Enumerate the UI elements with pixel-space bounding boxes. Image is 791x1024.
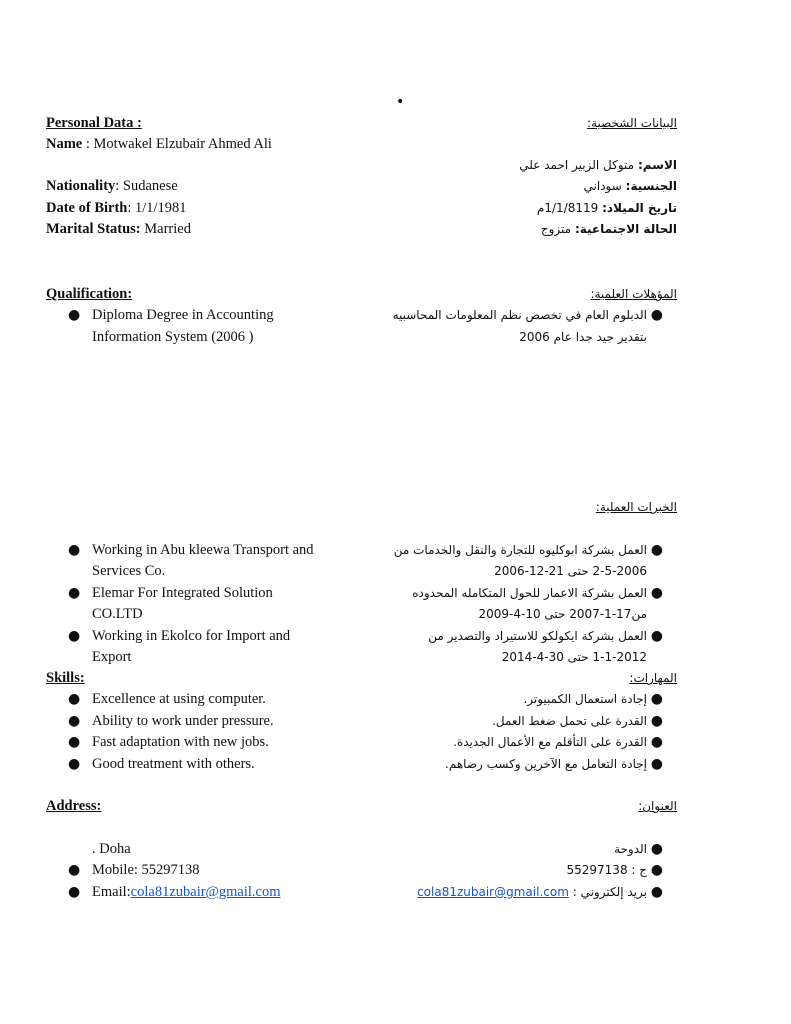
name-value-ar: متوكل الزبير احمد علي <box>519 158 635 172</box>
experience-item-line2: Export <box>92 649 132 665</box>
skill-item: Good treatment with others. <box>92 756 255 772</box>
marital-value: Married <box>140 221 191 237</box>
nationality-value-ar: سوداني <box>583 179 622 193</box>
personal-data-heading-ar: البيانات الشخصية: <box>587 116 677 130</box>
qualification-item-line2: Information System (2006 ) <box>92 329 254 345</box>
skill-item-ar: إجادة التعامل مع الآخرين وكسب رضاهم. <box>445 757 647 771</box>
experience-item-line1: Working in Ekolco for Import and <box>92 628 291 644</box>
marital-row <box>46 220 191 238</box>
skill-item-ar: إجادة استعمال الكمبيوتر. <box>523 692 647 706</box>
bullet: ● <box>650 585 663 601</box>
top-bullet: • <box>396 94 405 110</box>
bullet: ● <box>650 691 663 707</box>
bullet: ● <box>650 734 663 750</box>
skill-item: Ability to work under pressure. <box>92 713 274 729</box>
bullet: ● <box>68 628 81 644</box>
experience-item-line2: Services Co. <box>92 563 166 579</box>
address-mobile-ar: ج : 55297138 <box>566 863 647 877</box>
bullet: ● <box>650 756 663 772</box>
bullet: ● <box>68 585 81 601</box>
bullet: ● <box>68 542 81 558</box>
bullet: ● <box>68 734 81 750</box>
experience-item-ar-line1: العمل بشركة ابوكليوه للتجارة والنقل والخدمات من <box>393 543 647 557</box>
bullet: ● <box>68 884 81 900</box>
nationality-label-ar: الجنسية: <box>625 179 677 193</box>
nationality-label: Nationality <box>46 178 116 194</box>
dob-row <box>46 199 187 217</box>
marital-row-ar <box>541 220 677 238</box>
bullet: ● <box>68 713 81 729</box>
address-city-ar: الدوحة <box>614 842 647 856</box>
name-label: Name <box>46 136 83 152</box>
experience-item-line1: Elemar For Integrated Solution <box>92 585 273 601</box>
bullet: ● <box>68 862 81 878</box>
name-value: : Motwakel Elzubair Ahmed Ali <box>82 136 272 152</box>
bullet: ● <box>650 841 663 857</box>
address-city: . Doha <box>92 841 131 857</box>
name-row <box>46 135 272 153</box>
experience-heading-ar: الخبرات العملية: <box>595 500 677 514</box>
qualification-item-ar-line1: الدبلوم العام في تخصص نظم المعلومات المحاسبيه <box>392 308 647 322</box>
skill-item: Fast adaptation with new jobs. <box>92 734 269 750</box>
experience-item-ar-line1: العمل بشركة ايكولكو للاستيراد والتصدير من <box>428 629 647 643</box>
dob-label: Date of Birth <box>46 200 128 216</box>
skill-item-ar: القدرة على التأقلم مع الأعمال الجديدة. <box>453 735 647 749</box>
qualification-heading: Qualification: <box>46 286 133 302</box>
experience-item-ar-line1: العمل بشركة الاعمار للحول المتكامله المحدوده <box>412 586 647 600</box>
experience-item-ar-line2: من17-1-2007 حتى 10-4-2009 <box>478 607 647 621</box>
dob-label-ar: تاريخ الميلاد: <box>602 201 677 215</box>
dob-row-ar <box>537 199 677 217</box>
bullet: ● <box>650 884 663 900</box>
name-row-ar <box>519 156 677 174</box>
qualification-item-line1: Diploma Degree in Accounting <box>92 307 274 323</box>
bullet: ● <box>68 691 81 707</box>
nationality-row <box>46 177 178 195</box>
bullet: ● <box>68 307 81 323</box>
skills-heading: Skills: <box>46 670 85 686</box>
experience-item-line1: Working in Abu kleewa Transport and <box>92 542 314 558</box>
experience-item-ar-line2: 1-1-2012 حتى 30-4-2014 <box>501 650 647 664</box>
dob-value-ar: 1/1/8119م <box>536 201 599 215</box>
nationality-value: : Sudanese <box>115 178 178 194</box>
bullet: ● <box>650 307 663 323</box>
address-heading-ar: العنوان: <box>638 799 677 813</box>
bullet: ● <box>68 756 81 772</box>
skill-item: Excellence at using computer. <box>92 691 266 707</box>
experience-item-ar-line2: 2-5-2006 حتى 21-12-2006 <box>494 564 647 578</box>
bullet: ● <box>650 542 663 558</box>
marital-label: Marital Status: <box>46 221 141 237</box>
experience-item-line2: CO.LTD <box>92 606 143 622</box>
bullet: ● <box>650 862 663 878</box>
bullet: ● <box>650 628 663 644</box>
skill-item-ar: القدرة على تحمل ضغط العمل. <box>492 714 647 728</box>
email-label: Email: <box>92 884 131 900</box>
qualification-heading-ar: المؤهلات العلمية: <box>590 287 677 301</box>
email-link-ar[interactable]: cola81zubair@gmail.com <box>417 885 569 899</box>
address-email-row-ar <box>417 883 647 901</box>
personal-data-heading: Personal Data : <box>46 115 142 131</box>
address-mobile: Mobile: 55297138 <box>92 862 200 878</box>
dob-value: : 1/1/1981 <box>127 200 187 216</box>
qualification-item-ar-line2: بتقدير جيد جدا عام 2006 <box>519 330 647 344</box>
email-link[interactable]: cola81zubair@gmail.com <box>130 884 281 900</box>
marital-value-ar: متزوج <box>540 222 572 236</box>
marital-label-ar: الحالة الاجتماعية: <box>574 222 677 236</box>
skills-heading-ar: المهارات: <box>629 671 677 685</box>
address-email-row <box>92 883 281 901</box>
address-heading: Address: <box>46 798 102 814</box>
nationality-row-ar <box>584 177 677 195</box>
bullet: ● <box>650 713 663 729</box>
name-label-ar: الاسم: <box>637 158 677 172</box>
email-label-ar: بريد إلكتروني : <box>572 885 647 899</box>
